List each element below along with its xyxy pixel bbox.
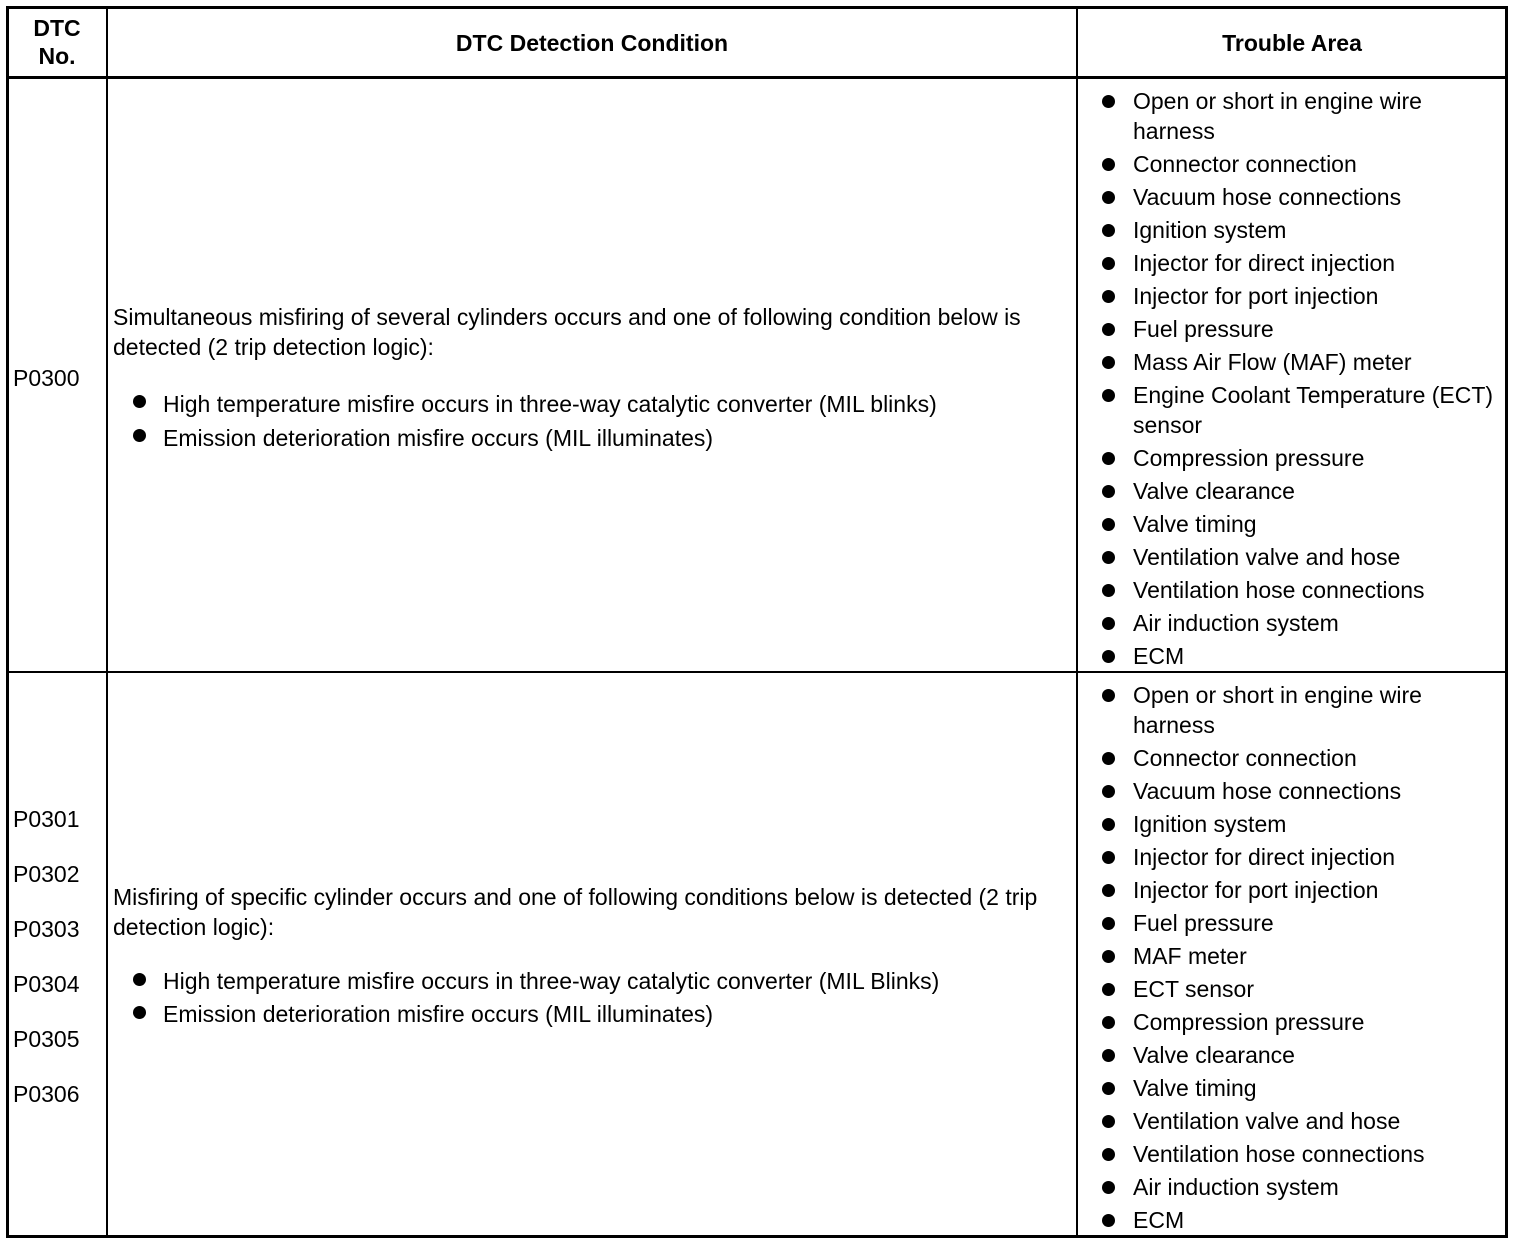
trouble-area-item: Fuel pressure [1100,908,1500,938]
trouble-area-item: Open or short in engine wire harness [1100,680,1500,740]
column-divider-1 [106,8,108,1236]
trouble-area-item: Ignition system [1100,215,1500,245]
dtc-code: P0302 [13,861,80,887]
trouble-area-item: Ventilation hose connections [1100,575,1500,605]
row1-condition [113,302,1063,455]
condition-bullet: Emission deterioration misfire occurs (MIL illuminates) [113,421,1063,455]
row2-trouble-area [1100,680,1500,1238]
header-dtc-line1: DTC [33,15,81,41]
dtc-code: P0301 [13,806,80,832]
trouble-area-item: Injector for direct injection [1100,842,1500,872]
trouble-area-item: Valve clearance [1100,476,1500,506]
trouble-area-item: Vacuum hose connections [1100,182,1500,212]
trouble-area-item: Injector for port injection [1100,281,1500,311]
trouble-area-item: Ventilation valve and hose [1100,1106,1500,1136]
condition-bullet: High temperature misfire occurs in three-way catalytic converter (MIL blinks) [113,387,1063,421]
trouble-area-item: Valve timing [1100,1073,1500,1103]
trouble-area-item: Vacuum hose connections [1100,776,1500,806]
trouble-area-item: Connector connection [1100,149,1500,179]
trouble-area-item: Ventilation valve and hose [1100,542,1500,572]
trouble-area-list [1100,86,1500,671]
trouble-area-item: ECM [1100,641,1500,671]
trouble-area-item: Mass Air Flow (MAF) meter [1100,347,1500,377]
trouble-area-item: Valve clearance [1100,1040,1500,1070]
trouble-area-item: Engine Coolant Temperature (ECT) sensor [1100,380,1500,440]
condition-bullet: Emission deterioration misfire occurs (MIL illuminates) [113,998,1063,1031]
condition-bullet: High temperature misfire occurs in three-way catalytic converter (MIL Blinks) [113,965,1063,998]
header-detection-condition: DTC Detection Condition [455,30,729,56]
trouble-area-item: Ventilation hose connections [1100,1139,1500,1169]
trouble-area-item: Connector connection [1100,743,1500,773]
header-dtc-line2: No. [38,43,76,69]
trouble-area-item: Compression pressure [1100,443,1500,473]
dtc-code: P0306 [13,1081,80,1107]
condition-bullet-list [113,387,1063,455]
trouble-area-item: MAF meter [1100,941,1500,971]
trouble-area-item: Injector for direct injection [1100,248,1500,278]
trouble-area-item: ECM [1100,1205,1500,1235]
trouble-area-item: Valve timing [1100,509,1500,539]
trouble-area-item: Open or short in engine wire harness [1100,86,1500,146]
trouble-area-item: Air induction system [1100,608,1500,638]
trouble-area-item: Injector for port injection [1100,875,1500,905]
dtc-code: P0300 [13,365,80,391]
header-divider [8,76,1506,79]
condition-intro: Simultaneous misfiring of several cylinders occurs and one of following condition below is detected (2 trip detection logic): [113,304,1021,360]
dtc-code: P0305 [13,1026,80,1052]
trouble-area-item: ECT sensor [1100,974,1500,1004]
trouble-area-list [1100,680,1500,1235]
trouble-area-item: Ignition system [1100,809,1500,839]
column-divider-2 [1076,8,1078,1236]
trouble-area-item: Compression pressure [1100,1007,1500,1037]
row2-condition [113,882,1063,1031]
header-dtc-no [9,14,105,70]
row1-trouble-area [1100,86,1500,674]
condition-bullet-list [113,965,1063,1031]
trouble-area-item: Fuel pressure [1100,314,1500,344]
condition-intro: Misfiring of specific cylinder occurs and one of following conditions below is detected (2 trip detection logic): [113,884,1038,940]
trouble-area-item: Air induction system [1100,1172,1500,1202]
dtc-code: P0304 [13,971,80,997]
header-trouble-area: Trouble Area [1222,30,1362,56]
dtc-code: P0303 [13,916,80,942]
